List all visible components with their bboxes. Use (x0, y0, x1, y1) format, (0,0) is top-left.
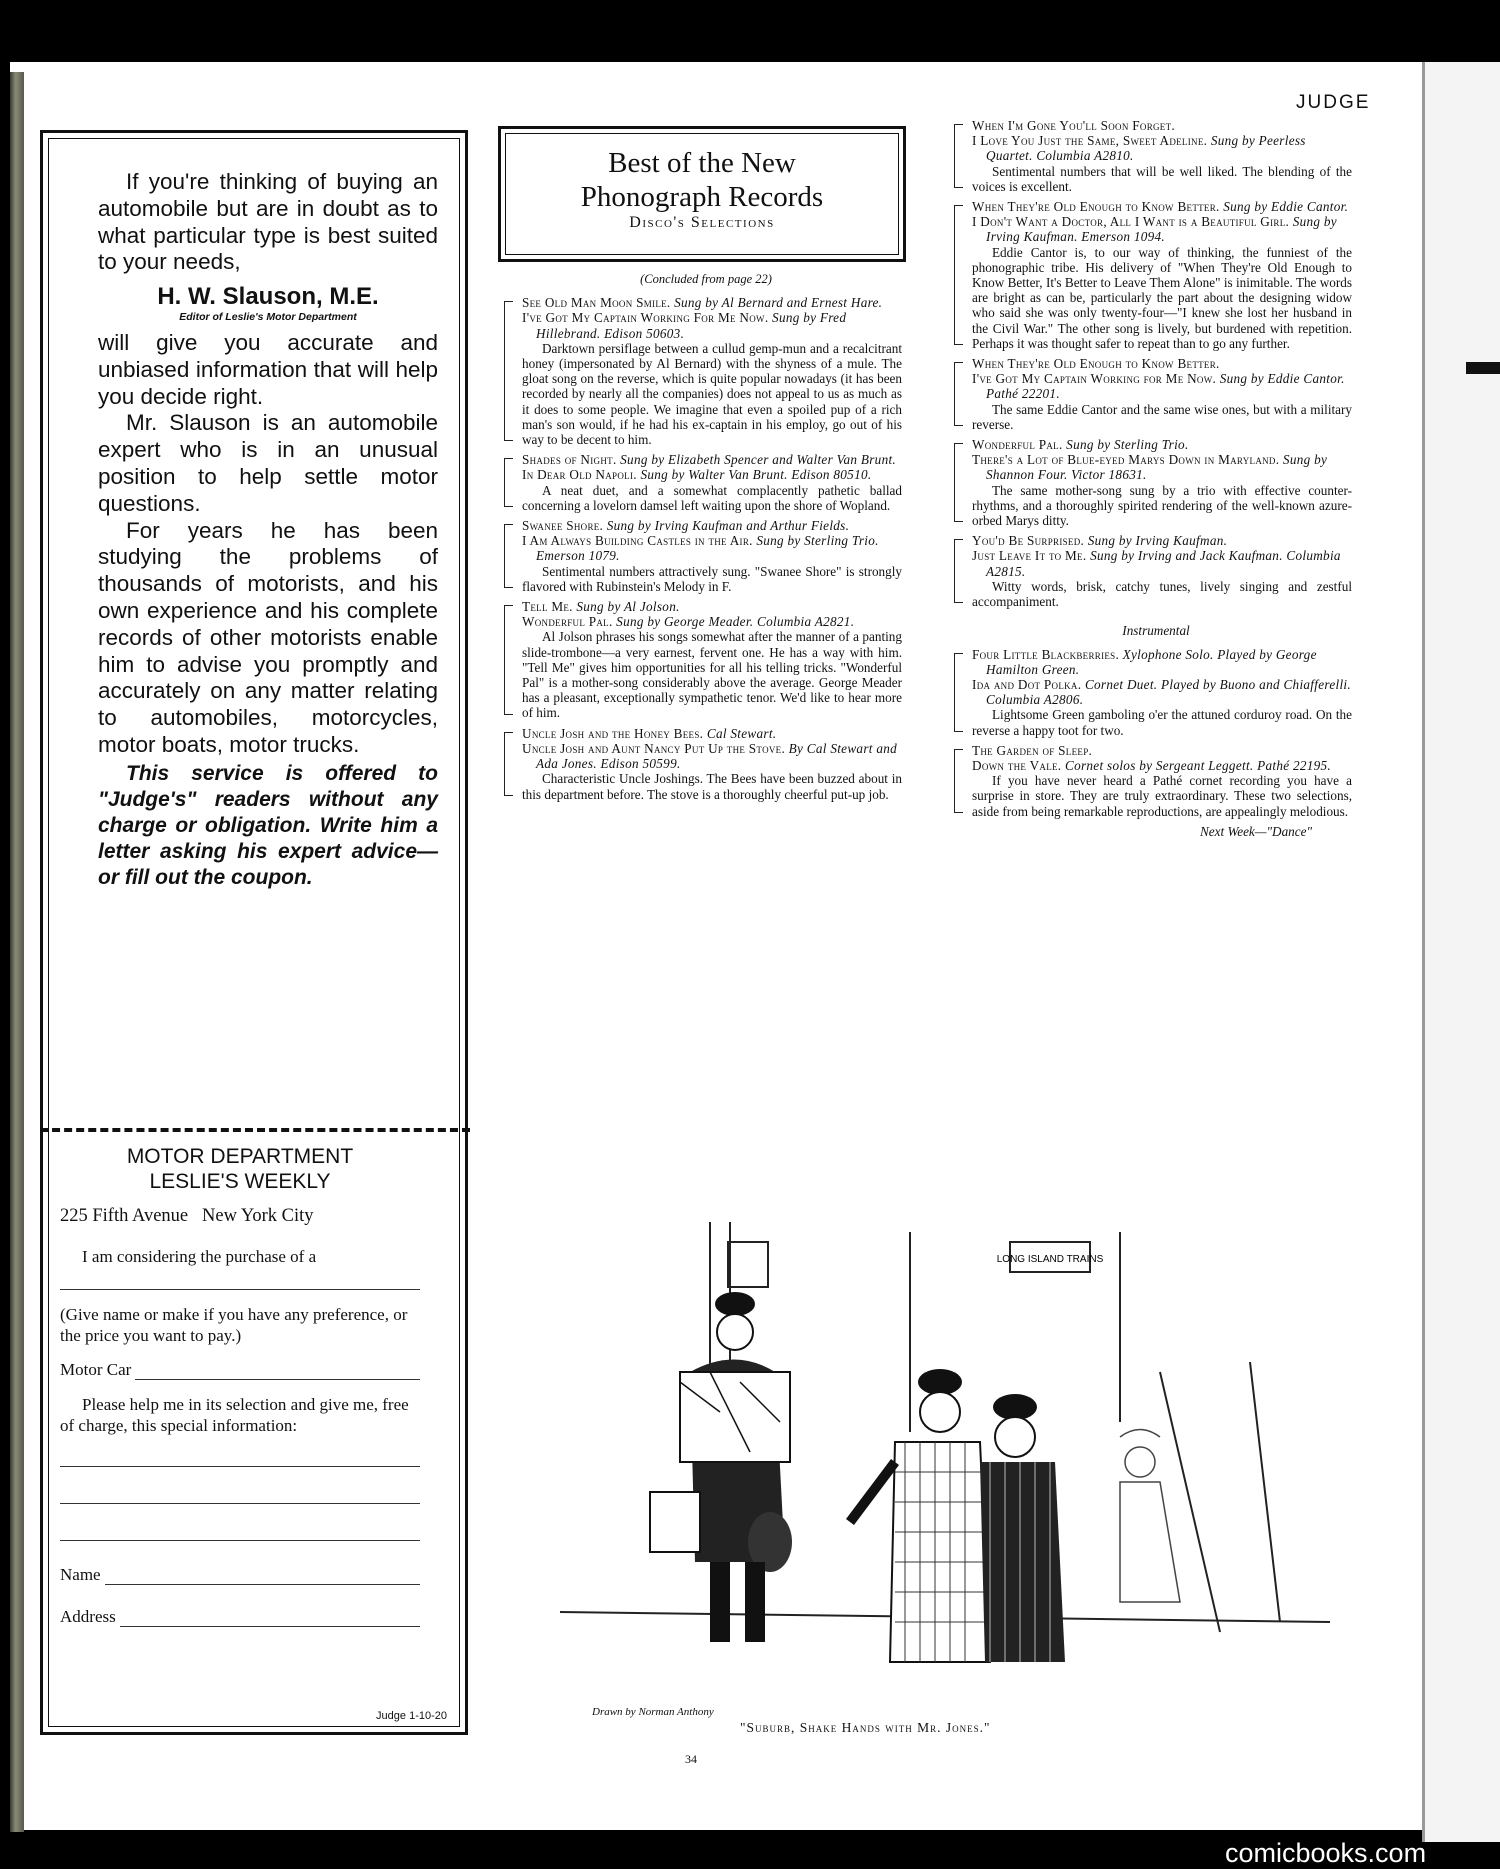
record-entry (960, 199, 1352, 351)
ad-expert-name: H. W. Slauson, M.E. (157, 283, 379, 311)
record-title: Shades of Night. Sung by Elizabeth Spencer and Walter Van Brunt. (522, 452, 897, 468)
record-entry (510, 295, 902, 447)
record-title: There's a Lot of Blue-eyed Marys Down in Maryland. Sung by Shannon Four. Victor 18631. (972, 452, 1328, 483)
record-title: When They're Old Enough to Know Better. (972, 356, 1220, 372)
record-title: When I'm Gone You'll Soon Forget. (972, 118, 1175, 133)
record-entry (960, 533, 1352, 609)
ad-expert-title: Editor of Leslie's Motor Department (179, 310, 357, 323)
coupon-give-name: (Give name or make if you have any preference, or the price you want to pay.) (60, 1305, 408, 1345)
record-review: Al Jolson phrases his songs somewhat after the manner of a panting slide-trombone—a very earnest, fervent one. He has a way with him. "Tell Me" gives him opportunities for all his telling tricks. "Wonderful Pal" is a mother-song considerably above the average. George Meader has a pleasant, exceptionally sympathetic tenor. We'd like to hear more of him. (522, 629, 902, 721)
record-title: Four Little Blackberries. Xylophone Solo. Played by George Hamilton Green. (972, 646, 1317, 677)
record-review: If you have never heard a Pathé cornet recording you have a surprise in store. They are truly extraordinary. These two selections, aside from being remarkable reproductions, are appealingly melodious. (972, 773, 1352, 819)
instrumental-heading: Instrumental (1122, 623, 1190, 639)
record-title: I Don't Want a Doctor, All I Want is a Beautiful Girl. Sung by Irving Kaufman. Emerson 1094. (972, 214, 1337, 245)
coupon-blank-line[interactable] (60, 1436, 420, 1467)
train-sign-text: LONG ISLAND TRAINS (996, 1254, 1104, 1265)
page-binding (10, 72, 24, 1832)
record-title: I Love You Just the Same, Sweet Adeline. Sung by Peerless Quartet. Columbia A2810. (972, 133, 1306, 164)
ad-paragraph-1: will give you accurate and unbiased information that will help you decide right. (98, 329, 438, 409)
record-entry (510, 599, 902, 721)
record-title: See Old Man Moon Smile. Sung by Al Bernard and Ernest Hare. (522, 295, 883, 311)
facing-page-edge (1422, 62, 1500, 1842)
figure-man-with-packages (650, 1292, 792, 1642)
record-title: I've Got My Captain Working For Me Now. Sung by Fred Hillebrand. Edison 50603. (522, 310, 847, 341)
coupon-name-field[interactable]: Name (60, 1565, 420, 1585)
article-title-line-1: Best of the New (608, 147, 796, 179)
record-title: Uncle Josh and the Honey Bees. Cal Stewart. (522, 725, 777, 741)
record-entry (510, 518, 902, 594)
record-title: Wonderful Pal. Sung by Sterling Trio. (972, 437, 1189, 453)
coupon-motor-car-field[interactable]: Motor Car (60, 1360, 420, 1380)
review-column-left (510, 272, 902, 807)
record-entry (960, 647, 1352, 738)
record-title: Uncle Josh and Aunt Nancy Put Up the Stove. By Cal Stewart and Ada Jones. Edison 50599. (522, 740, 898, 772)
record-entry (510, 452, 902, 513)
record-title: I've Got My Captain Working for Me Now. Sung by Eddie Cantor. Pathé 22201. (972, 371, 1345, 402)
record-review: Characteristic Uncle Joshings. The Bees have been buzzed about in this department before. The stove is a thoroughly cheerful put-up job. (522, 771, 902, 802)
ad-paragraph-2: Mr. Slauson is an automobile expert who is in an unusual position to help settle motor questions. (98, 410, 438, 516)
coupon-blank-line[interactable] (60, 1504, 420, 1541)
coupon-address-field[interactable]: Address (60, 1607, 420, 1627)
ad-paragraph-3: For years he has been studying the problems of thousands of motorists, and his own experience and his complete records of other motorists enable him to advise you promptly and accurately on any matter relating to automobiles, motorcycles, motor boats, motor trucks. (98, 517, 438, 757)
next-week-note: Next Week—"Dance" (1199, 823, 1312, 839)
record-entry (960, 356, 1352, 432)
coupon-blank-line[interactable] (60, 1467, 420, 1504)
masthead: JUDGE (1296, 92, 1371, 113)
record-entry (960, 118, 1352, 194)
coupon-dept-1: MOTOR DEPARTMENT (126, 1145, 354, 1168)
record-review: Sentimental numbers that will be well liked. The blending of the voices is excellent. (972, 163, 1352, 194)
review-column-right (960, 118, 1352, 839)
article-subtitle: Disco's Selections (629, 214, 775, 231)
site-watermark: comicbooks.com (1225, 1838, 1427, 1868)
record-title: Just Leave It to Me. Sung by Irving and Jack Kaufman. Columbia A2815. (972, 548, 1341, 579)
record-title: Swanee Shore. Sung by Irving Kaufman and Arthur Fields. (522, 518, 850, 534)
record-entry (510, 726, 902, 802)
coupon-help: Please help me in its selection and give me, free of charge, this special information: (60, 1395, 409, 1435)
record-entry (960, 743, 1352, 819)
cartoon-caption: "Suburb, Shake Hands with Mr. Jones." (740, 1720, 991, 1735)
record-review: A neat duet, and a somewhat complacently pathetic ballad concerning a lovelorn damsel left waiting upon the shore of Wopland. (522, 482, 902, 513)
record-title: I Am Always Building Castles in the Air. Sung by Sterling Trio. Emerson 1079. (522, 533, 879, 564)
record-title: Down the Vale. Cornet solos by Sergeant Leggett. Pathé 22195. (972, 757, 1332, 773)
record-review: Darktown persiflage between a cullud gemp-mun and a recalcitrant honey (impersonated by Al Bernard) with the shyness of a mule. The gloat song on the reverse, which is quite popular nowadays (it has been recorded by nearly all the companies) does not appeal to us as much as it does to some people. We imagine that even a spoiled pup of a rich man's son would, if he had his ex-captain in his employ, go out of his way to be decent to him. (522, 340, 902, 448)
record-review: Lightsome Green gamboling o'er the attuned corduroy road. On the reverse a happy toot for two. (972, 707, 1352, 738)
coupon-dept-2: LESLIE'S WEEKLY (149, 1170, 331, 1193)
figure-man-plaid-coat (850, 1369, 990, 1662)
ad-offer: This service is offered to "Judge's" readers without any charge or obligation. Write him a letter asking his expert advice—or fill out the coupon. (98, 761, 438, 889)
record-review: Witty words, brisk, catchy tunes, lively singing and zestful accompaniment. (972, 578, 1352, 610)
coupon[interactable] (60, 1144, 420, 1627)
record-title: The Garden of Sleep. (972, 742, 1093, 758)
record-review: Eddie Cantor is, to our way of thinking, the funniest of the phonographic tribe. His delivery of "When They're Old Enough to Know Better, It's Better to Leave Them Alone" is inimitable. The words are bright as can be, particularly the part about the designing widow who said she was only twenty-four—"I knew she lost her husband in the Civil War." The other song is lively, but burdened with repetition. Perhaps it was thought safer to repeat than to go any further. (972, 244, 1352, 351)
record-review: The same mother-song sung by a trio with effective counter-rhythms, and a thoroughly spirited rendering of the well-known azure-orbed Marys ditty. (972, 482, 1352, 529)
record-entry (960, 437, 1352, 528)
coupon-considering: I am considering the purchase of a (82, 1247, 317, 1266)
coupon-address: 225 Fifth Avenue New York City (60, 1206, 314, 1226)
figure-man-striped-coat (980, 1394, 1065, 1662)
record-title: In Dear Old Napoli. Sung by Walter Van Brunt. Edison 80510. (522, 467, 872, 483)
coupon-blank-line[interactable] (60, 1267, 420, 1290)
article-header (498, 126, 906, 262)
record-review: Sentimental numbers attractively sung. "Swanee Shore" is strongly flavored with Rubinstein's Melody in F. (522, 563, 902, 594)
page-number: 34 (685, 1752, 697, 1766)
article-title-line-2: Phonograph Records (580, 181, 824, 213)
coupon-code: Judge 1-10-20 (376, 1710, 447, 1722)
record-title: Ida and Dot Polka. Cornet Duet. Played by Buono and Chiafferelli. Columbia A2806. (972, 676, 1351, 708)
record-title: You'd Be Surprised. Sung by Irving Kaufman. (972, 533, 1228, 549)
figure-background-man (1120, 1430, 1180, 1603)
record-title: Wonderful Pal. Sung by George Meader. Columbia A2821. (522, 614, 855, 630)
coupon-cut-line (40, 1128, 470, 1132)
cartoon-illustration (560, 1222, 1330, 1712)
concluded-note: (Concluded from page 22) (640, 272, 772, 286)
record-title: Tell Me. Sung by Al Jolson. (522, 599, 680, 615)
record-review: The same Eddie Cantor and the same wise ones, but with a military reverse. (972, 401, 1352, 432)
record-title: When They're Old Enough to Know Better. Sung by Eddie Cantor. (972, 199, 1349, 215)
cartoon-credit: Drawn by Norman Anthony (592, 1706, 714, 1718)
ad-intro: If you're thinking of buying an automobile but are in doubt as to what particular type is best suited to your needs, (98, 169, 438, 275)
